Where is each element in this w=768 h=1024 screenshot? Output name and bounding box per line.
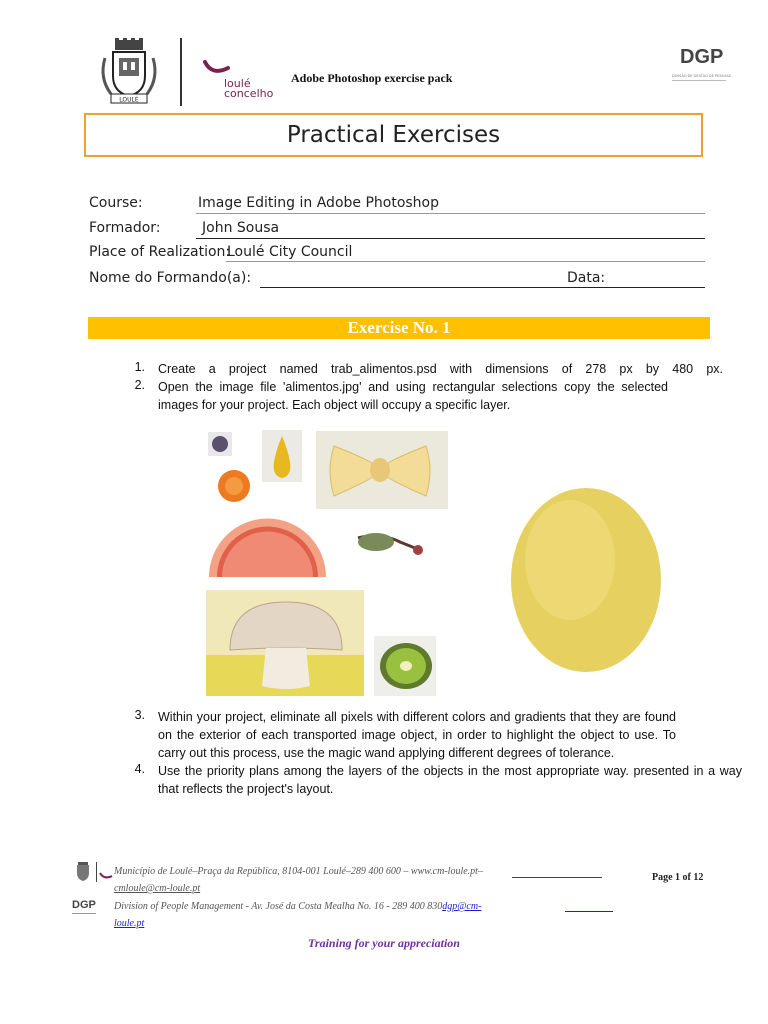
list-item	[125, 360, 725, 378]
footer-address-line2	[114, 901, 481, 912]
list-item-text: Create a project named trab_alimentos.psd with dimensions of 278 px by 480 px.	[158, 362, 723, 376]
header-divider	[180, 38, 182, 106]
place-underline	[226, 261, 705, 262]
course-underline	[196, 213, 705, 214]
page-number: Page 1 of 12	[652, 872, 704, 883]
exercise-list-bottom	[125, 708, 745, 798]
footer-dgp-icon	[72, 899, 100, 919]
footer-address-line2-text: Division of People Management - Av. José da Costa Mealha No. 16 - 289 400 830	[114, 901, 443, 912]
exercise-list-top	[125, 360, 725, 414]
trainer-value: John Sousa	[202, 220, 280, 236]
place-value: Loulé City Council	[227, 244, 353, 260]
municipality-crest-logo	[93, 38, 165, 104]
title-box	[84, 113, 703, 157]
list-item-number: 1.	[134, 360, 145, 374]
footer-address-line1: Município de Loulé–Praça da República, 8104-001 Loulé–289 400 600 – www.cm-loule.pt–	[114, 866, 483, 877]
list-item-number: 4.	[134, 762, 145, 776]
page-title: Practical Exercises	[286, 122, 501, 148]
course-value: Image Editing in Adobe Photoshop	[198, 195, 440, 211]
list-item-text: Open the image file 'alimentos.jpg' and using rectangular selections copy the selected images for your project. Each object will occupy a specific layer.	[158, 380, 668, 412]
loule-concelho-logo	[200, 58, 280, 102]
exercise-heading-bar	[88, 317, 710, 339]
footer-loule-icon	[99, 866, 113, 876]
footer-email-line1[interactable]: cmloule@cm-loule.pt	[114, 883, 201, 894]
footer-email-link[interactable]: dgp@cm-	[442, 901, 482, 912]
list-item-number: 2.	[134, 378, 145, 392]
course-label: Course:	[89, 195, 143, 211]
trainee-label: Nome do Formando(a):	[89, 270, 252, 286]
pack-title: Adobe Photoshop exercise pack	[291, 71, 453, 85]
trainer-label: Formador:	[89, 220, 161, 236]
footer-crest-icon	[72, 862, 94, 882]
trainee-underline	[260, 287, 705, 288]
footer-dgp-text: DGP	[72, 899, 96, 911]
dgp-logo-text: DGP	[680, 46, 724, 68]
trainer-underline	[196, 238, 705, 239]
list-item	[125, 378, 725, 414]
date-label: Data:	[567, 270, 606, 286]
list-item-text: Within your project, eliminate all pixels with different colors and gradients that they are found on the exterior of each transported image object, in order to highlight the object to use. To carry out this process, use the magic wand applying different degrees of tolerance.	[158, 710, 676, 760]
dgp-logo	[672, 46, 731, 88]
list-item	[125, 762, 745, 798]
list-item	[125, 708, 745, 762]
dgp-logo-subtext: DIVISÃO DE GESTÃO DE PESSOAS	[672, 74, 731, 78]
list-item-text: Use the priority plans among the layers of the objects in the most appropriate way. presented in a way that reflects the project's layout.	[158, 764, 742, 796]
loule-logo-line1: loulé	[224, 77, 251, 90]
exercise-heading: Exercise No. 1	[347, 318, 451, 337]
place-label: Place of Realization:	[89, 244, 231, 260]
loule-logo-line2: concelho	[224, 87, 274, 100]
crest-banner-text: LOULÉ	[119, 96, 139, 104]
footer-tagline: Training for your appreciation	[308, 936, 460, 950]
food-objects-image	[200, 420, 680, 705]
list-item-number: 3.	[134, 708, 145, 722]
footer-email-link-cont[interactable]: loule.pt	[114, 918, 145, 929]
